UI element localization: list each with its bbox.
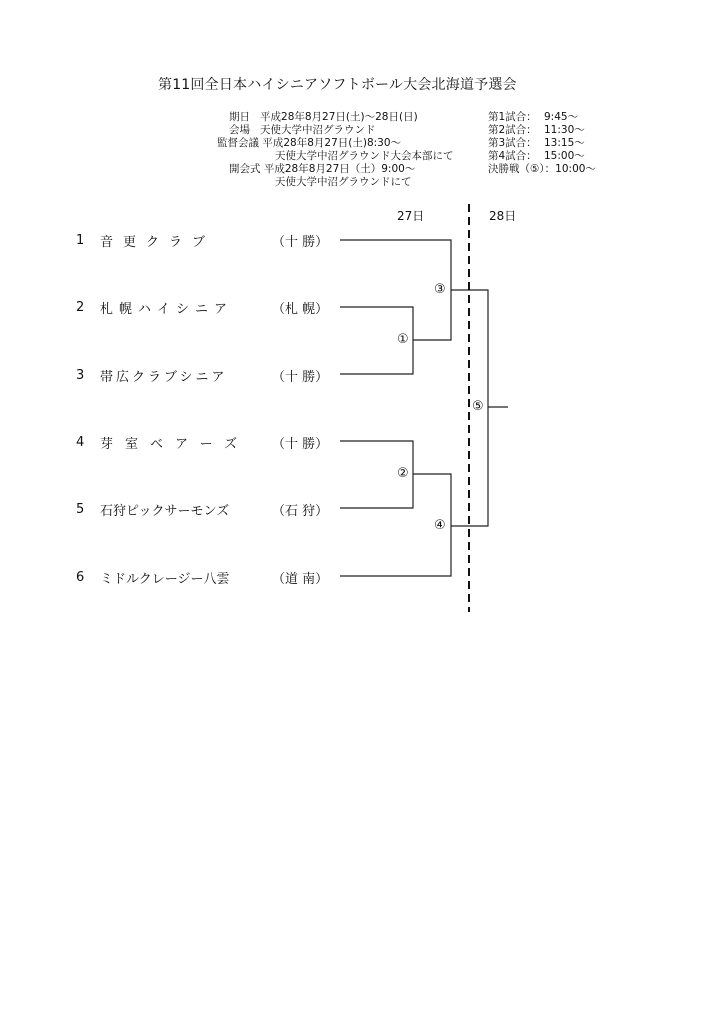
venue-value: 天使大学中沼グラウンド xyxy=(260,124,376,136)
match-2-label: ② xyxy=(397,466,409,481)
team-row: 2 札幌ハイシニア （札 幌） xyxy=(76,299,329,317)
team-region: （石 狩） xyxy=(272,503,329,519)
opening-value: 平成28年8月27日（土）9:00〜 xyxy=(263,163,416,175)
day-label-28: 28日 xyxy=(489,209,517,223)
team-name: ミドルクレージー八雲 xyxy=(100,571,230,587)
opening-label: 開会式 xyxy=(229,163,261,175)
schedule-row: 第3試合： 13:15〜 xyxy=(488,137,585,149)
managers-place: 天使大学中沼グラウンド大会本部にて xyxy=(275,150,454,162)
match-3-label: ③ xyxy=(434,282,446,297)
team-name: 芽室ベアーズ xyxy=(100,436,249,452)
venue-label: 会場 xyxy=(229,124,250,136)
team-row: 5 石狩ピックサーモンズ （石 狩） xyxy=(76,501,329,519)
period-label: 期日 xyxy=(229,111,250,123)
team-region: （十 勝） xyxy=(272,234,329,250)
match-5-label: ⑤ xyxy=(472,399,484,414)
team-region: （道 南） xyxy=(272,571,329,587)
schedule-row: 第4試合： 15:00〜 xyxy=(488,150,585,162)
team-name: 札幌ハイシニア xyxy=(100,301,234,317)
match-4-label: ④ xyxy=(434,518,446,533)
schedule-row: 決勝戦（⑤）： 10:00〜 xyxy=(488,163,596,175)
schedule-row: 第2試合： 11:30〜 xyxy=(488,124,585,136)
match-1-label: ① xyxy=(397,332,409,347)
team-region: （十 勝） xyxy=(272,436,329,452)
page-title: 第11回全日本ハイシニアソフトボール大会北海道予選会 xyxy=(158,77,517,93)
team-row: 6 ミドルクレージー八雲 （道 南） xyxy=(76,569,329,587)
managers-label: 監督会議 xyxy=(217,137,259,149)
team-name: 帯広クラブシニア xyxy=(100,369,228,385)
managers-value: 平成28年8月27日(土)8:30〜 xyxy=(262,137,402,149)
opening-place: 天使大学中沼グラウンドにて xyxy=(275,176,412,188)
day-label-27: 27日 xyxy=(397,209,425,223)
bracket-line xyxy=(413,290,451,340)
bracket-line xyxy=(340,526,451,576)
schedule-row: 第1試合： 9:45〜 xyxy=(488,111,579,123)
team-row: 3 帯広クラブシニア （十 勝） xyxy=(76,367,329,385)
team-row: 4 芽室ベアーズ （十 勝） xyxy=(76,434,329,452)
period-value: 平成28年8月27日(土)〜28日(日) xyxy=(260,111,418,123)
team-region: （札 幌） xyxy=(272,301,329,317)
team-name: 石狩ピックサーモンズ xyxy=(100,503,230,519)
team-row: 1 音更クラブ （十 勝） xyxy=(76,232,329,250)
team-name: 音更クラブ xyxy=(100,234,216,250)
team-region: （十 勝） xyxy=(272,369,329,385)
